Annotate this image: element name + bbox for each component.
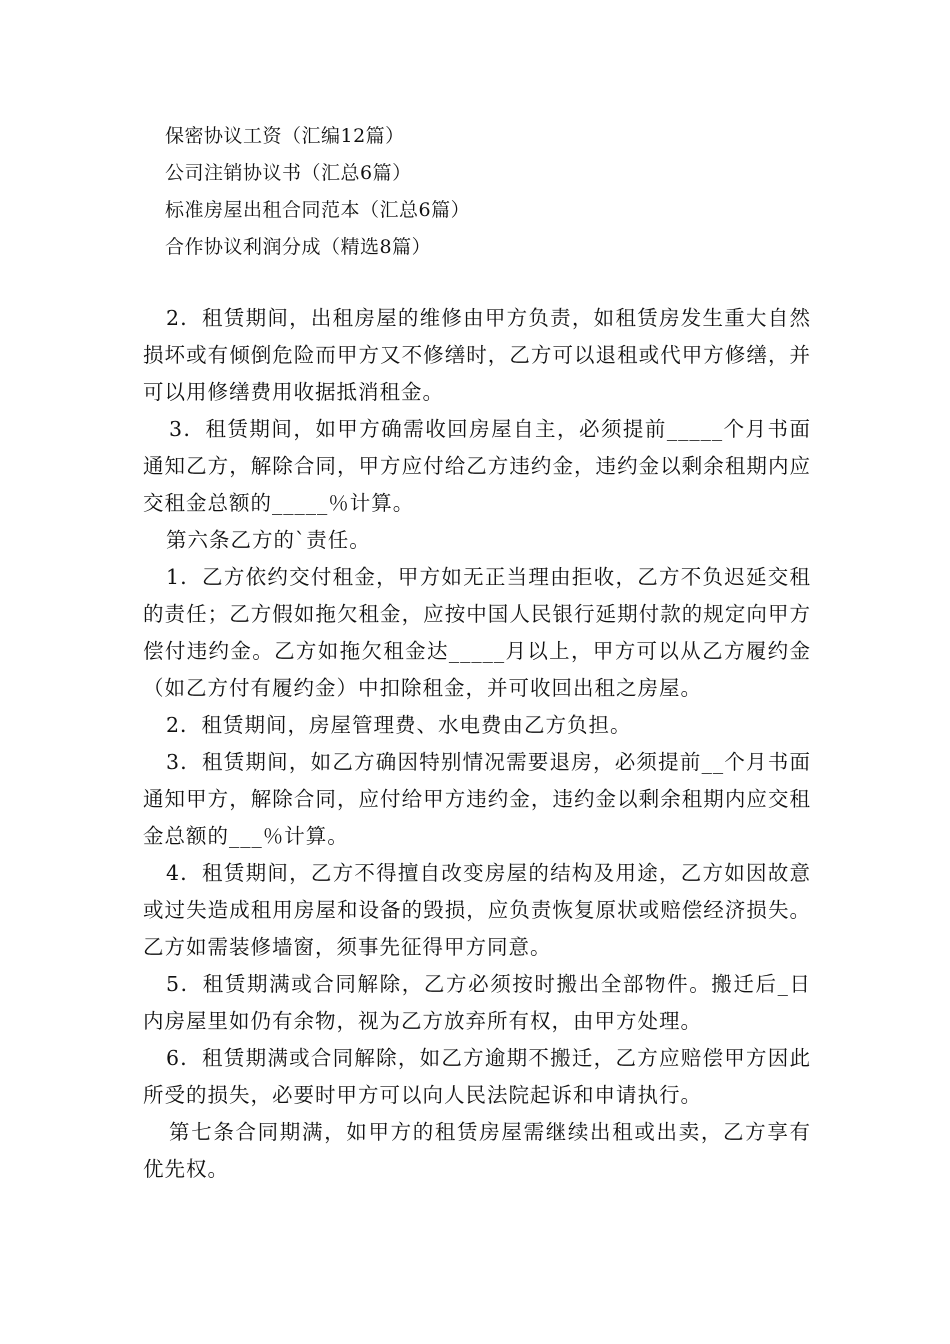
related-article-link[interactable]: 标准房屋出租合同范本（汇总6篇） [165,199,471,221]
contract-body [143,300,811,1188]
article-7-paragraph: 第七条合同期满，如甲方的租赁房屋需继续出租或出卖，乙方享有优先权。 [143,1120,811,1181]
related-article-link[interactable]: 保密协议工资（汇编12篇） [165,125,405,147]
related-article-link[interactable]: 公司注销协议书（汇总6篇） [165,162,412,184]
related-article-link[interactable]: 合作协议利润分成（精选8篇） [165,236,432,258]
related-articles-list [165,118,470,266]
paragraph-tenant-clause-6: 6．租赁期满或合同解除，如乙方逾期不搬迁，乙方应赔偿甲方因此所受的损失，必要时甲方可以向人民法院起诉和申请执行。 [143,1046,811,1107]
paragraph-clause-2: 2．租赁期间，出租房屋的维修由甲方负责，如租赁房发生重大自然损坏或有倾倒危险而甲方又不修缮时，乙方可以退租或代甲方修缮，并可以用修缮费用收据抵消租金。 [143,306,811,404]
paragraph-tenant-clause-3: 3．租赁期间，如乙方确因特别情况需要退房，必须提前__个月书面通知甲方，解除合同，应付给甲方违约金，违约金以剩余租期内应交租金总额的___％计算。 [143,750,811,848]
paragraph-clause-3: 3．租赁期间，如甲方确需收回房屋自主，必须提前_____个月书面通知乙方，解除合同，甲方应付给乙方违约金，违约金以剩余租期内应交租金总额的_____％计算。 [143,417,811,515]
paragraph-tenant-clause-4: 4．租赁期间，乙方不得擅自改变房屋的结构及用途，乙方如因故意或过失造成租用房屋和设备的毁损，应负责恢复原状或赔偿经济损失。乙方如需装修墙窗，须事先征得甲方同意。 [143,861,811,959]
paragraph-tenant-clause-1: 1．乙方依约交付租金，甲方如无正当理由拒收，乙方不负迟延交租的责任；乙方假如拖欠租金，应按中国人民银行延期付款的规定向甲方偿付违约金。乙方如拖欠租金达_____月以上，甲方可以从乙方履约金（如乙方付有履约金）中扣除租金，并可收回出租之房屋。 [143,565,811,700]
paragraph-tenant-clause-2: 2．租赁期间，房屋管理费、水电费由乙方负担。 [166,713,632,737]
article-6-heading: 第六条乙方的`责任。 [166,528,371,552]
paragraph-tenant-clause-5: 5．租赁期满或合同解除，乙方必须按时搬出全部物件。搬迁后_日内房屋里如仍有余物，视为乙方放弃所有权，由甲方处理。 [143,972,811,1033]
